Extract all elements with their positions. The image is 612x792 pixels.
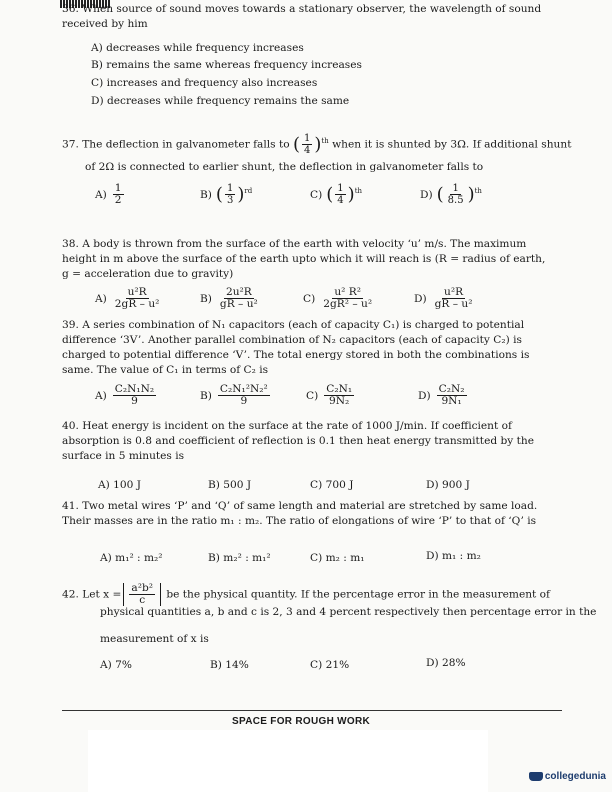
q38-c-num: u² R² (334, 286, 362, 298)
q38-option-a[interactable] (95, 287, 163, 310)
q39-text: A series combination of N₁ capacitors (each of capacity C₁) is charged to potential difference ‘3V’. Another parallel combination of N₂ capacitors (each of capacity C₂) is charged to potential difference ‘V’. The total energy stored in both the combinations is same. The value of C₁ in terms of C₂ is (62, 319, 530, 376)
question-41 (62, 499, 552, 529)
divider-line (62, 710, 562, 711)
q38-option-b[interactable] (200, 287, 262, 310)
q42-option-c[interactable]: C) 21% (310, 659, 350, 671)
q38-a-den: 2gR – u² (114, 298, 160, 310)
q37-a-den: 2 (114, 194, 122, 206)
question-42 (62, 583, 550, 606)
q37-b-label: B) (200, 188, 212, 201)
question-36 (62, 2, 552, 32)
watermark (529, 771, 606, 782)
q37-option-d[interactable]: D) ( $\frac{1}{8.5}$ )$^{th}$ (420, 183, 482, 206)
q42-post: be the physical quantity. If the percentage error in the measurement of (166, 588, 550, 601)
q39-c-num: C₂N₁ (326, 383, 353, 395)
q39-option-c[interactable] (306, 384, 356, 407)
q39-option-d[interactable] (418, 384, 469, 407)
q37-option-a[interactable] (95, 183, 126, 206)
q37-b-num: 1 (226, 183, 234, 194)
q37-c-label: C) (310, 188, 323, 201)
question-37: 37. The deflection in galvanometer falls to ( $\frac{1}{4}$ )$^{th}$ when it is shunted by 3Ω. If additional shunt (62, 133, 572, 156)
q39-a-label: A) (95, 389, 107, 402)
q39-c-label: C) (306, 389, 319, 402)
q42-frac-num: a²b² (131, 582, 153, 594)
q38-number: 38. (62, 238, 79, 250)
q40-number: 40. (62, 420, 79, 432)
q42-pre: Let x = (82, 588, 122, 601)
q37-b-den: 3 (226, 195, 234, 206)
q37-option-c[interactable]: C) ( $\frac{1}{4}$ )$^{th}$ (310, 183, 363, 206)
q42-option-b[interactable]: B) 14% (210, 659, 249, 671)
q37-d-sup: th (474, 186, 482, 195)
q39-option-a[interactable] (95, 384, 158, 407)
q38-option-d[interactable] (414, 287, 477, 310)
graduation-cap-icon (529, 772, 543, 781)
q40-option-a[interactable]: A) 100 J (98, 479, 141, 491)
q39-option-b[interactable] (200, 384, 272, 407)
q37-b-sup: rd (244, 186, 253, 195)
q37-pre: The deflection in galvanometer falls to (82, 138, 290, 151)
q41-number: 41. (62, 500, 79, 512)
q37-c-num: 1 (337, 183, 344, 194)
q39-b-den: 9 (240, 395, 248, 407)
q39-a-num: C₂N₁N₂ (114, 383, 155, 395)
q40-option-c[interactable]: C) 700 J (310, 479, 354, 491)
q38-option-c[interactable] (303, 287, 376, 310)
q37-a-label: A) (95, 188, 107, 201)
q42-frac-den: c (139, 594, 146, 606)
rough-work-heading: SPACE FOR ROUGH WORK (232, 716, 371, 727)
q37-option-b[interactable]: B) ( $\frac{1}{3}$ )$^{rd}$ (200, 183, 253, 206)
q38-d-den: gR – u² (434, 298, 473, 310)
q39-c-den: 9N₂ (329, 395, 350, 407)
q41-option-d[interactable]: D) m₁ : m₂ (426, 550, 481, 562)
q38-b-label: B) (200, 292, 212, 305)
q40-text: Heat energy is incident on the surface at the rate of 1000 J/min. If coefficient of absorption is 0.8 and coefficient of reflection is 0.1 then heat energy transmitted by the surface in 5 minutes is (62, 420, 534, 462)
q42-option-d[interactable]: D) 28% (426, 657, 466, 669)
q37-d-den: 8.5 (447, 195, 464, 206)
q37-a-num: 1 (114, 182, 122, 194)
watermark-text: collegedunia (544, 771, 606, 782)
q39-d-num: C₂N₂ (438, 383, 465, 395)
q41-text: Two metal wires ‘P’ and ‘Q’ of same length and material are stretched by same load. Their masses are in the ratio m₁ : m₂. The ratio of elongations of wire ‘P’ to that of ‘Q’ is (62, 500, 538, 527)
q39-b-num: C₂N₁²N₂² (219, 383, 268, 395)
question-39 (62, 318, 552, 378)
question-40 (62, 419, 552, 464)
q37-c-sup: th (354, 186, 363, 195)
q37-d-num: 1 (452, 183, 459, 194)
q37-number: 37. (62, 138, 79, 151)
q38-d-num: u²R (444, 286, 464, 298)
q36-option-b[interactable]: B) remains the same whereas frequency increases (91, 59, 362, 71)
q36-option-c[interactable]: C) increases and frequency also increases (91, 77, 318, 89)
q38-a-num: u²R (127, 286, 147, 298)
q37-line2: of 2Ω is connected to earlier shunt, the deflection in galvanometer falls to (85, 161, 484, 173)
q38-a-label: A) (95, 292, 107, 305)
q37-post: when it is shunted by 3Ω. If additional shunt (332, 138, 572, 151)
q39-d-den: 9N₁ (441, 395, 462, 407)
q37-sup: th (321, 136, 329, 145)
q40-option-d[interactable]: D) 900 J (426, 479, 470, 491)
q39-d-label: D) (418, 389, 431, 402)
q42-number: 42. (62, 588, 79, 601)
rough-work-area (88, 730, 488, 792)
q36-text: When source of sound moves towards a stationary observer, the wavelength of sound received by him (62, 3, 542, 30)
q37-frac-den: 4 (304, 145, 311, 156)
q36-option-d[interactable]: D) decreases while frequency remains the same (91, 95, 350, 107)
question-38 (62, 237, 552, 282)
q39-a-den: 9 (131, 395, 138, 407)
q38-d-label: D) (414, 292, 427, 305)
q42-option-a[interactable]: A) 7% (100, 659, 132, 671)
q39-b-label: B) (200, 389, 212, 402)
q37-frac-num: 1 (304, 133, 311, 144)
q37-c-den: 4 (337, 195, 344, 206)
q38-text: A body is thrown from the surface of the earth with velocity ‘u’ m/s. The maximum height in m above the surface of the earth upto which it will reach is (R = radius of earth, g = acceleration due to gravity) (62, 238, 546, 280)
q38-c-den: 2gR² – u² (323, 298, 373, 310)
q38-b-num: 2u²R (225, 286, 252, 298)
q42-line2: physical quantities a, b and c is 2, 3 and 4 percent respectively then percentage error in the (100, 606, 597, 618)
q37-d-label: D) (420, 188, 433, 201)
q39-number: 39. (62, 319, 79, 331)
q36-option-a[interactable]: A) decreases while frequency increases (91, 42, 304, 54)
q41-option-c[interactable]: C) m₂ : m₁ (310, 552, 365, 564)
q40-option-b[interactable]: B) 500 J (208, 479, 252, 491)
q38-b-den: gR – u² (219, 298, 258, 310)
q41-option-a[interactable]: A) m₁² : m₂² (100, 552, 163, 564)
q41-option-b[interactable]: B) m₂² : m₁² (208, 552, 271, 564)
q38-c-label: C) (303, 292, 316, 305)
q36-number: 36. (62, 3, 79, 15)
q42-line3: measurement of x is (100, 633, 209, 645)
